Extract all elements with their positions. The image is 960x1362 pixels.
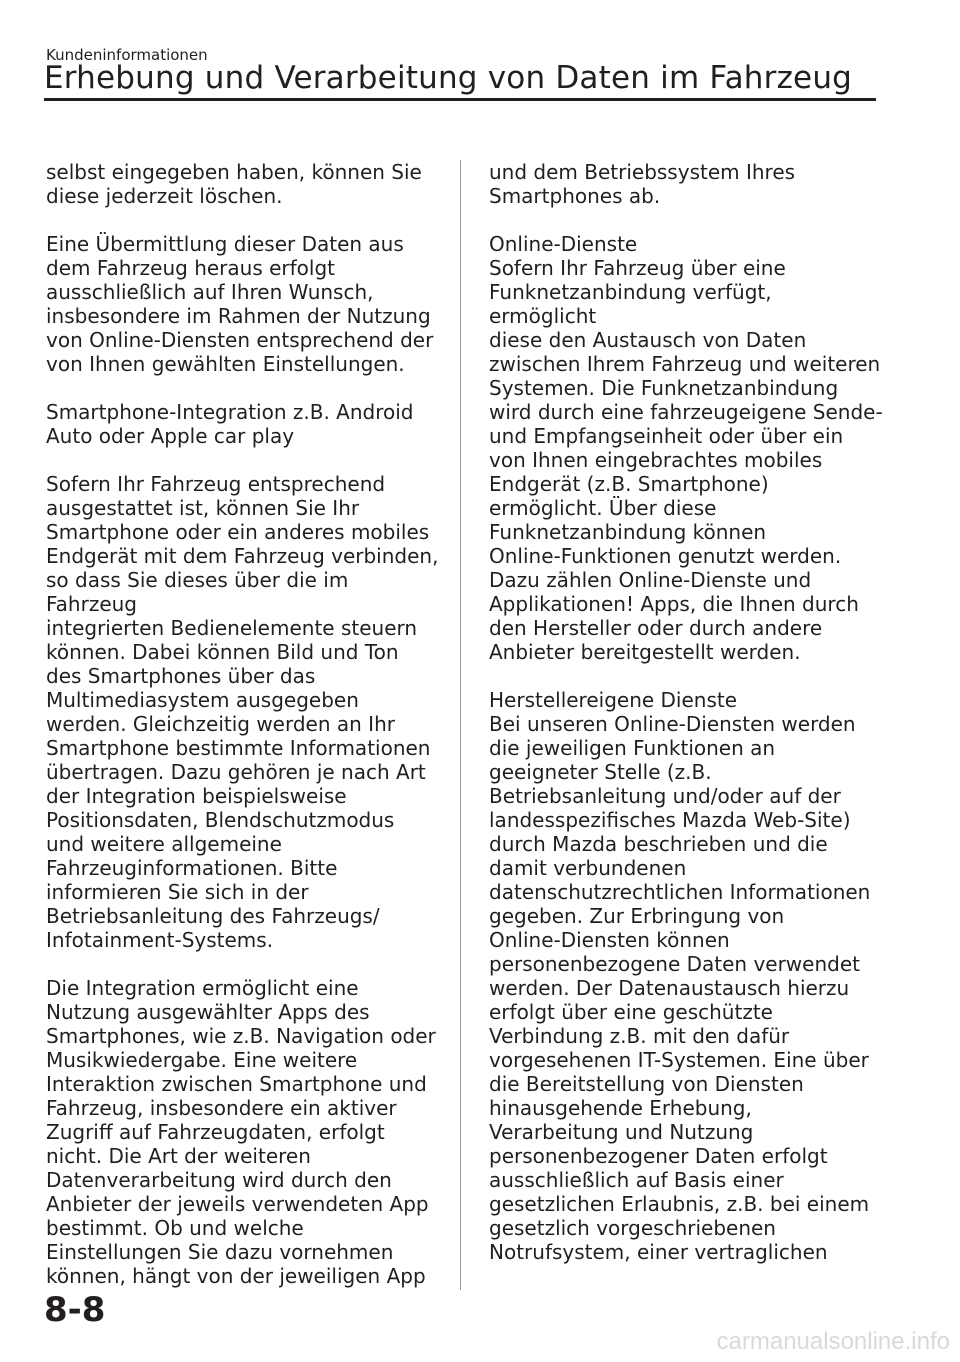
left-column	[46, 160, 441, 1312]
paragraph: und dem Betriebssystem Ihres Smartphones ab.	[489, 160, 796, 208]
paragraph: Sofern Ihr Fahrzeug entsprechend ausgestattet ist, können Sie Ihr Smartphone oder ein anderes mobiles Endgerät mit dem Fahrzeug verbinden, so dass Sie dieses über die im Fahrzeug integrierten Bedienelemente steuern können. Dabei können Bild und Ton des Smartphones über das Multimediasystem ausgegeben werden. Gleichzeitig werden an Ihr Smartphone bestimmte Informationen übertragen. Dazu gehören je nach Art der Integration beispielsweise Positionsdaten, Blendschutzmodus und weitere allgemeine Fahrzeuginformationen. Bitte informieren Sie sich in der Betriebsanleitung des Fahrzeugs/ Infotainment-Systems.	[46, 472, 439, 952]
paragraph: Herstellereigene Dienste Bei unseren Online-Diensten werden die jeweiligen Funktionen an geeigneter Stelle (z.B. Betriebsanleitung und/oder auf der landesspezifisches Mazda Web-Site) durch Mazda beschrieben und die damit verbundenen datenschutzrechtlichen Informationen gegeben. Zur Erbringung von Online-Diensten können personenbezogene Daten verwendet werden. Der Datenaustausch hierzu erfolgt über eine geschützte Verbindung z.B. mit den dafür vorgesehenen IT-Systemen. Eine über die Bereitstellung von Diensten hinausgehende Erhebung, Verarbeitung und Nutzung personenbezogener Daten erfolgt ausschließlich auf Basis einer gesetzlichen Erlaubnis, z.B. bei einem gesetzlich vorgeschriebenen Notrufsystem, einer vertraglichen	[489, 688, 871, 1264]
section-label: Kundeninformationen	[46, 46, 208, 64]
header-rule	[44, 98, 876, 101]
right-column	[489, 160, 884, 1288]
paragraph: Smartphone-Integration z.B. Android Auto oder Apple car play	[46, 400, 414, 448]
page-title: Erhebung und Verarbeitung von Daten im Fahrzeug	[44, 60, 853, 96]
paragraph: Eine Übermittlung dieser Daten aus dem Fahrzeug heraus erfolgt ausschließlich auf Ihren Wunsch, insbesondere im Rahmen der Nutzung von Online-Diensten entsprechend der von Ihnen gewählten Einstellungen.	[46, 232, 434, 376]
column-divider	[460, 160, 461, 1290]
paragraph: Die Integration ermöglicht eine Nutzung ausgewählter Apps des Smartphones, wie z.B. Navigation oder Musikwiedergabe. Eine weitere Interaktion zwischen Smartphone und Fahrzeug, insbesondere ein aktiver Zugriff auf Fahrzeugdaten, erfolgt nicht. Die Art der weiteren Datenverarbeitung wird durch den Anbieter der jeweils verwendeten App bestimmt. Ob und welche Einstellungen Sie dazu vornehmen können, hängt von der jeweiligen App	[46, 976, 436, 1288]
page-number: 8-8	[44, 1290, 106, 1330]
watermark: carmanualsonline.info	[716, 1328, 950, 1355]
paragraph: selbst eingegeben haben, können Sie diese jederzeit löschen.	[46, 160, 422, 208]
paragraph: Online-Dienste Sofern Ihr Fahrzeug über eine Funknetzanbindung verfügt, ermöglicht diese den Austausch von Daten zwischen Ihrem Fahrzeug und weiteren Systemen. Die Funknetzanbindung wird durch eine fahrzeugeigene Sende- und Empfangseinheit oder über ein von Ihnen eingebrachtes mobiles Endgerät (z.B. Smartphone) ermöglicht. Über diese Funknetzanbindung können Online-Funktionen genutzt werden. Dazu zählen Online-Dienste und Applikationen! Apps, die Ihnen durch den Hersteller oder durch andere Anbieter bereitgestellt werden.	[489, 232, 883, 664]
